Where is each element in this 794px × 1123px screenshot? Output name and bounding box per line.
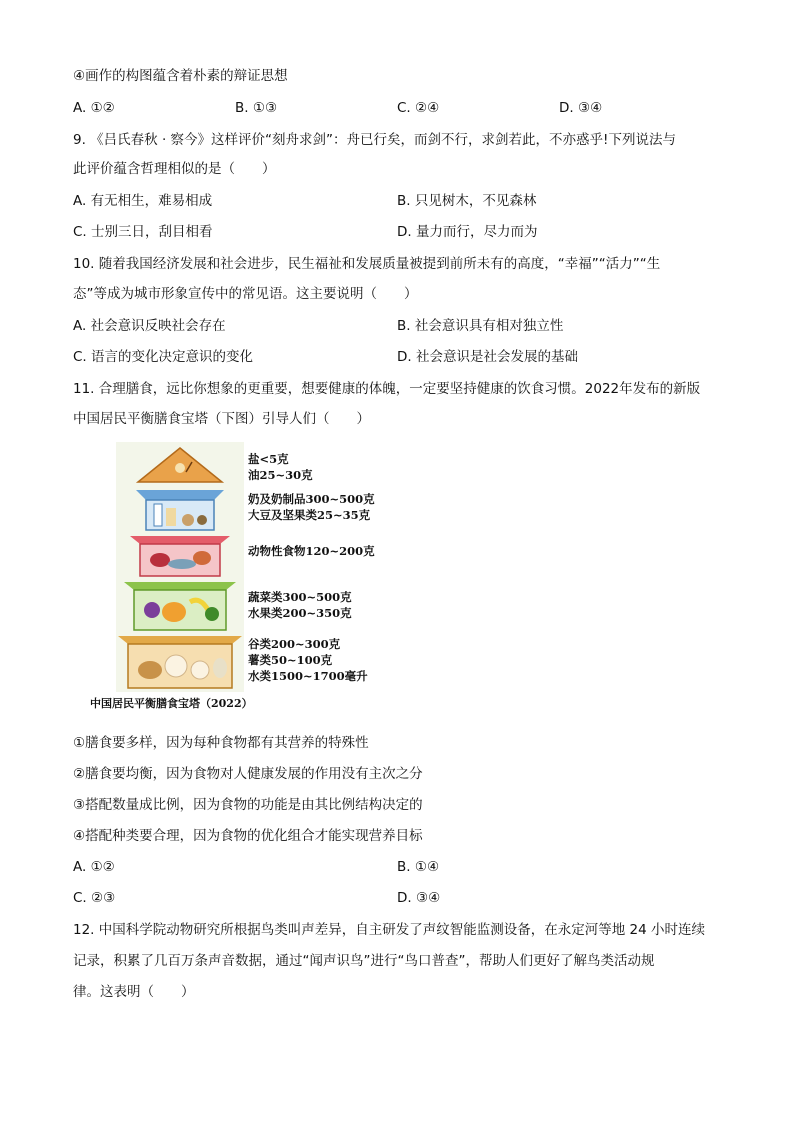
q11-statement-1: ①膳食要多样，因为每种食物都有其营养的特殊性 — [73, 735, 369, 751]
q10-option-c: C. 语言的变化决定意识的变化 — [73, 349, 254, 365]
q9-stem-line2: 此评价蕴含哲理相似的是（ ） — [73, 161, 276, 177]
food-pagoda-figure — [88, 440, 388, 720]
label-oil: 油25~30克 — [248, 468, 313, 482]
q12-stem-line2: 记录，积累了几百万条声音数据，通过“闻声识鸟”进行“鸟口普查”，帮助人们更好了解鸟类活动规 — [73, 953, 655, 969]
label-grains: 谷类200~300克 — [248, 637, 341, 651]
q12-stem-line3: 律。这表明（ ） — [73, 984, 195, 1000]
food-pagoda-illustration — [116, 442, 244, 692]
q12-stem-line1: 12. 中国科学院动物研究所根据鸟类叫声差异，自主研发了声纹智能监测设备，在永定河等地 24 小时连续 — [73, 922, 706, 938]
q8-option-a: A. ①② — [73, 100, 115, 116]
q11-statement-4: ④搭配种类要合理，因为食物的优化组合才能实现营养目标 — [73, 828, 423, 844]
q10-option-d: D. 社会意识是社会发展的基础 — [397, 349, 578, 365]
q11-option-d: D. ③④ — [397, 890, 441, 906]
label-soy-nuts: 大豆及坚果类25~35克 — [248, 508, 371, 522]
q9-option-b: B. 只见树木，不见森林 — [397, 193, 537, 209]
q9-option-d: D. 量力而行，尽力而为 — [397, 224, 538, 240]
q9-stem-line1: 9. 《吕氏春秋 · 察今》这样评价“刻舟求剑”：舟已行矣，而剑不行，求剑若此，不亦惑乎!下列说法与 — [73, 132, 676, 148]
q8-option-b: B. ①③ — [235, 100, 278, 116]
q10-stem-line2: 态”等成为城市形象宣传中的常见语。这主要说明（ ） — [73, 286, 418, 302]
q11-option-c: C. ②③ — [73, 890, 116, 906]
q10-stem-line1: 10. 随着我国经济发展和社会进步，民生福祉和发展质量被提到前所未有的高度，“幸福”“活力”“生 — [73, 256, 661, 272]
q11-option-b: B. ①④ — [397, 859, 440, 875]
label-tubers: 薯类50~100克 — [248, 653, 333, 667]
q10-option-a: A. 社会意识反映社会存在 — [73, 318, 226, 334]
label-animal-food: 动物性食物120~200克 — [248, 544, 375, 558]
q9-option-c: C. 士别三日，刮目相看 — [73, 224, 213, 240]
label-salt: 盐<5克 — [248, 452, 289, 466]
q10-option-b: B. 社会意识具有相对独立性 — [397, 318, 564, 334]
q11-statement-2: ②膳食要均衡，因为食物对人健康发展的作用没有主次之分 — [73, 766, 423, 782]
q9-option-a: A. 有无相生，难易相成 — [73, 193, 213, 209]
q11-stem-line2: 中国居民平衡膳食宝塔（下图）引导人们（ ） — [73, 411, 370, 427]
q11-option-a: A. ①② — [73, 859, 115, 875]
q8-statement-4: ④画作的构图蕴含着朴素的辩证思想 — [73, 68, 288, 84]
label-dairy: 奶及奶制品300~500克 — [248, 492, 375, 506]
figure-caption: 中国居民平衡膳食宝塔（2022） — [90, 697, 253, 710]
q11-stem-line1: 11. 合理膳食，远比你想象的更重要，想要健康的体魄，一定要坚持健康的饮食习惯。2022年发布的新版 — [73, 381, 701, 397]
q11-statement-3: ③搭配数量成比例，因为食物的功能是由其比例结构决定的 — [73, 797, 423, 813]
label-vegetables: 蔬菜类300~500克 — [248, 590, 352, 604]
label-fruit: 水果类200~350克 — [248, 606, 352, 620]
label-water: 水类1500~1700毫升 — [248, 669, 368, 683]
q8-option-c: C. ②④ — [397, 100, 440, 116]
q8-option-d: D. ③④ — [559, 100, 603, 116]
